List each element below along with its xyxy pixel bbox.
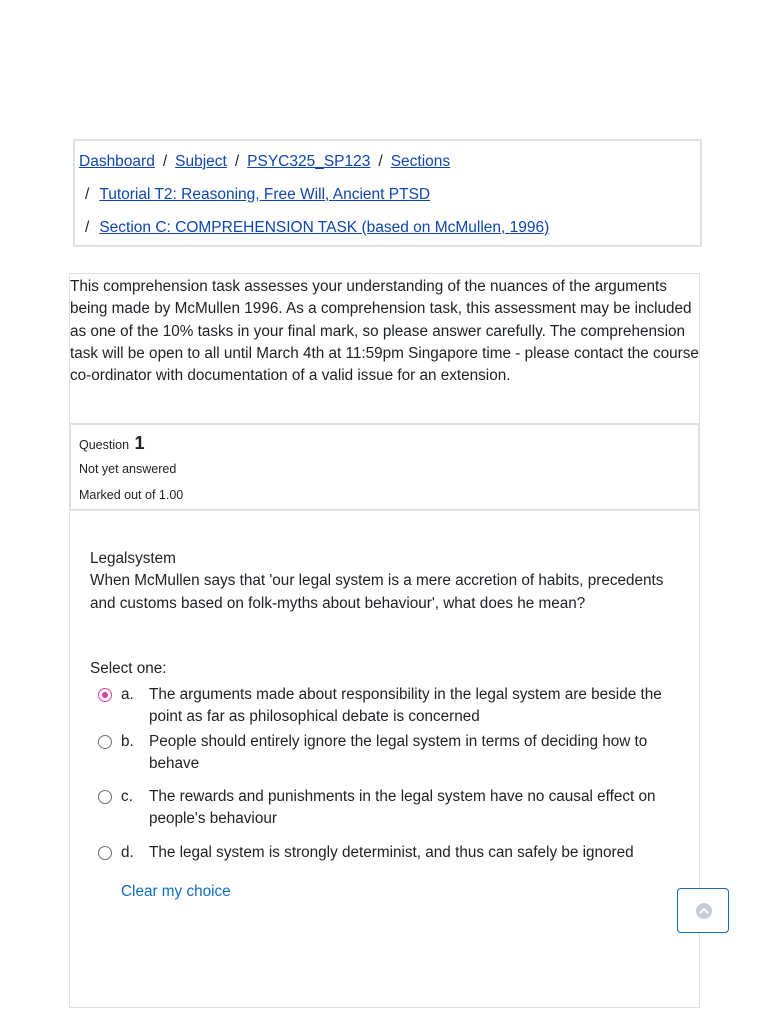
quiz-intro-text: This comprehension task assesses your understanding of the nuances of the arguments being made by McMullen 1996. As a comprehension task, this assessment may be included as one of the 10% tasks in your final mark, so please answer carefully. The comprehension task will be open to all until March 4th at 11:59pm Singapore time - please contact the course co-ordinator with documentation of a valid issue for an extension. [69,273,700,425]
radio-selected-icon[interactable] [98,688,112,702]
clear-choice-link[interactable]: Clear my choice [121,883,231,900]
breadcrumb-section-c[interactable]: Section C: COMPREHENSION TASK (based on McMullen, 1996) [99,219,550,236]
answer-text[interactable]: The arguments made about responsibility in the legal system are beside the point as far as philosophical debate is concerned [149,686,662,726]
answer-text[interactable]: The rewards and punishments in the legal system have no causal effect on people's behaviour [149,788,656,828]
breadcrumb-separator: / [234,153,240,170]
breadcrumb-sections[interactable]: Sections [390,153,451,170]
breadcrumb-separator: / [85,219,90,236]
answer-text[interactable]: The legal system is strongly determinist, and thus can safely be ignored [149,843,634,861]
breadcrumb [73,139,702,247]
question-label: Question [79,438,130,452]
answer-letter: c. [121,788,133,806]
answer-letter: d. [121,843,134,861]
back-to-top-button[interactable] [677,888,729,933]
breadcrumb-separator: / [85,186,90,203]
breadcrumb-subject[interactable]: Subject [175,153,227,170]
answer-option-b[interactable] [98,731,688,776]
breadcrumb-separator: / [378,153,383,170]
breadcrumb-tutorial[interactable]: Tutorial T2: Reasoning, Free Will, Ancient PTSD [99,186,431,203]
question-grade: Marked out of 1.00 [79,488,184,502]
answer-prompt: Select one: [90,660,167,677]
question-info [69,423,700,511]
answer-letter: b. [121,732,134,750]
question-number-value: 1 [134,433,145,453]
question-text: When McMullen says that 'our legal system is a mere accretion of habits, precedents and customs based on folk-myths about behaviour', what does he mean? [90,572,664,612]
radio-icon[interactable] [98,846,112,860]
question-name: Legalsystem [90,550,176,567]
answer-list [98,684,688,864]
radio-icon[interactable] [98,790,112,804]
question-text-block [90,548,680,615]
radio-icon[interactable] [98,735,112,749]
question-number [79,431,698,455]
arrow-up-circle-icon [696,903,712,919]
breadcrumb-separator: / [162,153,168,170]
breadcrumb-dashboard[interactable]: Dashboard [79,153,155,170]
question-content [69,510,700,1008]
breadcrumb-course[interactable]: PSYC325_SP123 [247,153,371,170]
answer-option-c[interactable] [98,786,688,831]
answer-option-d[interactable] [98,842,688,864]
answer-letter: a. [121,686,134,703]
question-state: Not yet answered [79,462,177,476]
answer-option-a[interactable] [98,684,688,729]
answer-text[interactable]: People should entirely ignore the legal system in terms of deciding how to behave [149,732,648,772]
